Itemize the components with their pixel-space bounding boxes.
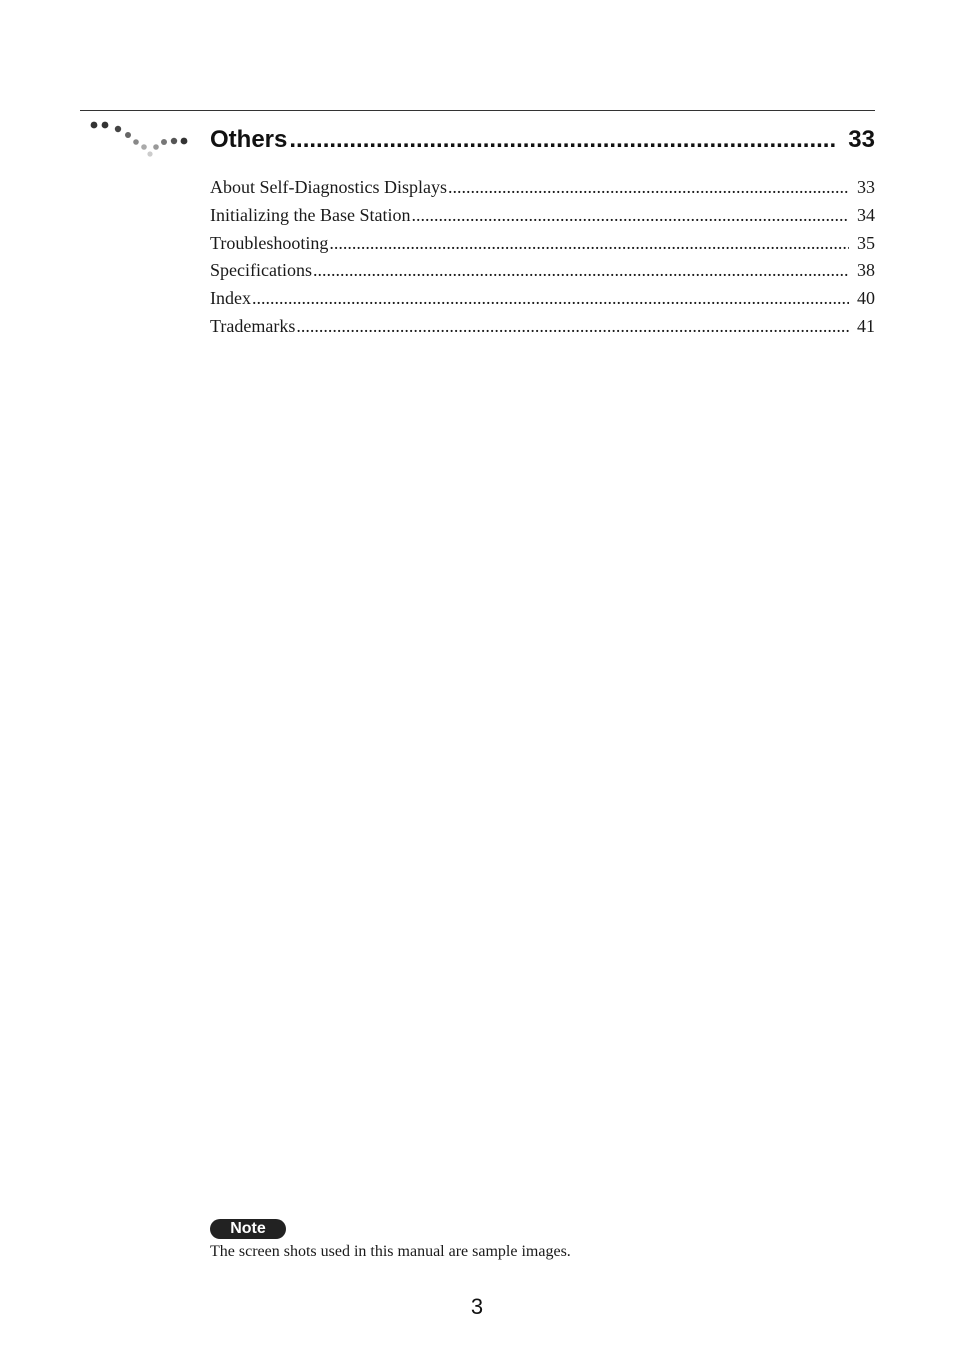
section-heading-others[interactable] [210, 122, 875, 158]
toc-entry-page: 38 [857, 260, 875, 281]
toc-entry-index[interactable] [210, 285, 875, 313]
section-page-number: 33 [848, 126, 875, 153]
toc-entry-self-diagnostics[interactable] [210, 174, 875, 202]
note-badge: Note [210, 1219, 286, 1239]
toc-entry-label: Trademarks [210, 315, 296, 336]
toc-entry-label: Initializing the Base Station [210, 204, 411, 225]
toc-list [210, 174, 875, 341]
toc-entry-specifications[interactable] [210, 257, 875, 285]
dot-leader [329, 230, 849, 258]
toc-entry-page: 35 [857, 232, 875, 253]
header-rule [80, 110, 875, 111]
page-number: 3 [470, 1294, 484, 1319]
toc-entry-label: About Self-Diagnostics Displays [210, 177, 447, 197]
dot-leader [411, 202, 849, 230]
toc-entry-page: 40 [857, 288, 875, 309]
dot-leader [448, 174, 849, 202]
toc-entry-page: 41 [857, 315, 875, 336]
dotted-wave-icon [86, 116, 196, 162]
toc-entry-page: 33 [857, 177, 875, 197]
toc-entry-label: Specifications [210, 260, 312, 281]
toc-entry-label: Index [210, 288, 251, 309]
toc-entry-page: 34 [857, 204, 875, 225]
toc-entry-trademarks[interactable] [210, 313, 875, 341]
dot-leader [289, 122, 836, 158]
dot-leader [313, 257, 849, 285]
toc-entry-label: Troubleshooting [210, 232, 329, 253]
toc-entry-troubleshooting[interactable] [210, 230, 875, 258]
section-title: Others [210, 126, 288, 153]
dot-leader [296, 313, 849, 341]
dot-leader [252, 285, 849, 313]
note-text: The screen shots used in this manual are sample images. [210, 1243, 571, 1260]
toc-entry-initializing[interactable] [210, 202, 875, 230]
